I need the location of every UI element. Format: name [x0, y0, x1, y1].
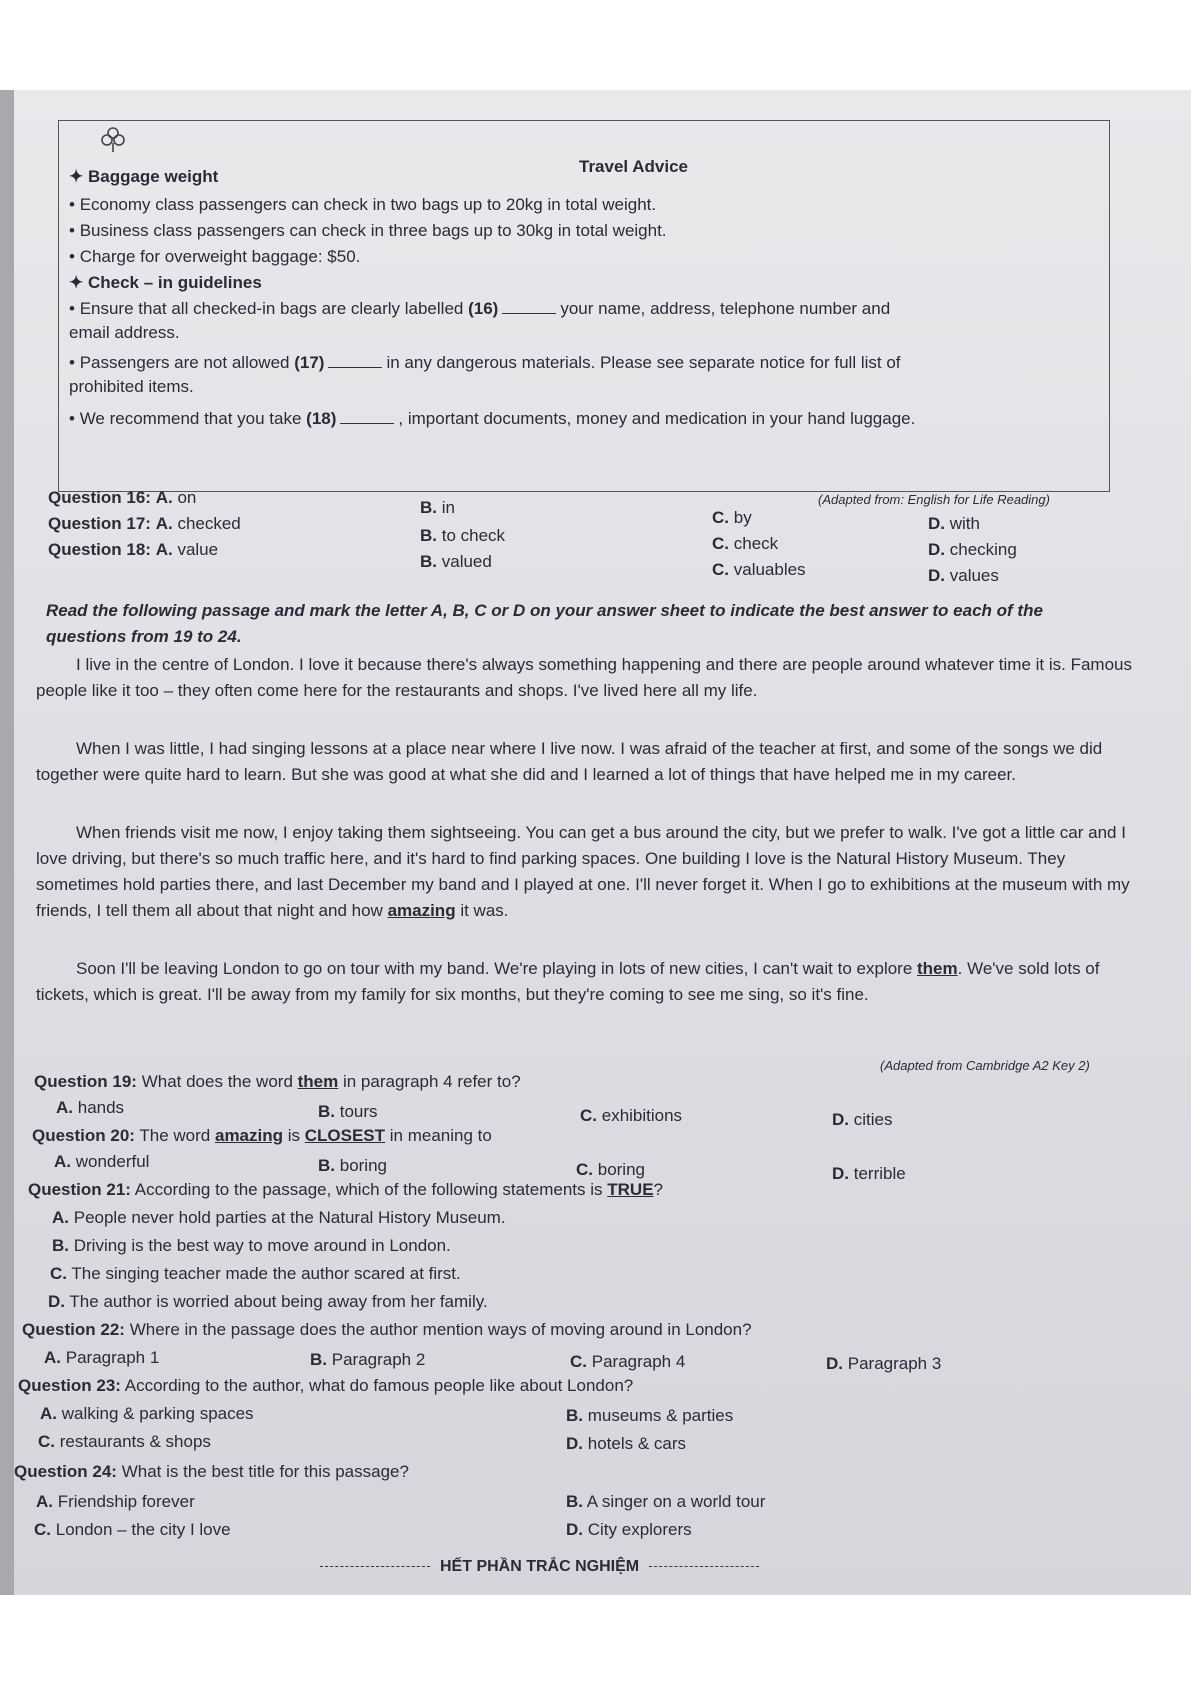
q19-option-a[interactable]: A. hands [56, 1098, 125, 1117]
passage-paragraph-3: When friends visit me now, I enjoy taking them sightseeing. You can get a bus around the city, but we prefer to walk. I've got a little car and I love driving, but there's so much traffic here, and it's hard to find parking spaces. One building I love is the Natural History Museum. They sometimes hold parties there, and last December my band and I played at one. I'll never forget it. When I go to exhibitions at the museum with my friends, I tell them all about that night and how amazing it was. [36, 823, 1130, 920]
q18-option-c[interactable]: C. valuables [712, 560, 806, 579]
q24-option-c[interactable]: C. London – the city I love [34, 1520, 231, 1539]
q24-option-a[interactable]: A. Friendship forever [36, 1492, 195, 1511]
q19-option-b[interactable]: B. tours [318, 1102, 378, 1121]
checkin-rule-17: • Passengers are not allowed (17) in any dangerous materials. Please see separate notice for full list of [69, 353, 901, 372]
q17-option-c[interactable]: C. check [712, 534, 779, 553]
q22-option-c[interactable]: C. Paragraph 4 [570, 1352, 686, 1371]
q22-option-d[interactable]: D. Paragraph 3 [826, 1354, 942, 1373]
reading-instruction: Read the following passage and mark the letter A, B, C or D on your answer sheet to indicate the best answer to each of the questions from 19 to 24. [46, 601, 1043, 646]
q16-option-b[interactable]: B. in [420, 498, 455, 517]
q21-option-b[interactable]: B. Driving is the best way to move around in London. [52, 1236, 451, 1255]
q20-option-d[interactable]: D. terrible [832, 1164, 906, 1183]
q20-option-b[interactable]: B. boring [318, 1156, 387, 1175]
section-heading-baggage: ✦ Baggage weight [69, 167, 219, 186]
q19-option-c[interactable]: C. exhibitions [580, 1106, 683, 1125]
exam-sheet [0, 90, 1191, 1595]
q23-option-b[interactable]: B. museums & parties [566, 1406, 734, 1425]
question-23: Question 23: According to the author, what do famous people like about London? [18, 1376, 634, 1395]
passage-paragraph-1: I live in the centre of London. I love it because there's always something happening and there are people around whatever time it is. Famous people like it too – they often come here for the restaurants and shops. I've lived here all my life. [36, 655, 1132, 700]
q21-option-a[interactable]: A. People never hold parties at the Natural History Museum. [52, 1208, 506, 1227]
baggage-rule-1: • Economy class passengers can check in two bags up to 20kg in total weight. [69, 195, 657, 214]
q23-option-c[interactable]: C. restaurants & shops [38, 1432, 211, 1451]
question-22: Question 22: Where in the passage does the author mention ways of moving around in London? [22, 1320, 752, 1339]
checkin-rule-16: • Ensure that all checked-in bags are clearly labelled (16) your name, address, telephone number and [69, 299, 891, 318]
checkin-rule-16-cont: email address. [69, 323, 180, 342]
flower-logo-icon [99, 125, 127, 153]
baggage-rule-2: • Business class passengers can check in three bags up to 30kg in total weight. [69, 221, 667, 240]
question-16: Question 16: A. on [48, 488, 197, 507]
advice-title: Travel Advice [579, 157, 688, 176]
q17-option-b[interactable]: B. to check [420, 526, 506, 545]
q16-option-d[interactable]: D. with [928, 514, 980, 533]
question-17: Question 17: A. checked [48, 514, 241, 533]
q23-option-a[interactable]: A. walking & parking spaces [40, 1404, 254, 1423]
baggage-rule-3: • Charge for overweight baggage: $50. [69, 247, 361, 266]
q24-option-d[interactable]: D. City explorers [566, 1520, 692, 1539]
checkin-rule-18: • We recommend that you take (18) , important documents, money and medication in your hand luggage. [69, 409, 916, 428]
q18-option-b[interactable]: B. valued [420, 552, 492, 571]
question-24: Question 24: What is the best title for this passage? [14, 1462, 409, 1481]
question-18: Question 18: A. value [48, 540, 219, 559]
section-heading-checkin: ✦ Check – in guidelines [69, 273, 262, 292]
question-20: Question 20: The word amazing is CLOSEST in meaning to [32, 1126, 492, 1145]
q17-option-d[interactable]: D. checking [928, 540, 1017, 559]
q22-option-a[interactable]: A. Paragraph 1 [44, 1348, 160, 1367]
q18-option-d[interactable]: D. values [928, 566, 999, 585]
q22-option-b[interactable]: B. Paragraph 2 [310, 1350, 426, 1369]
section-end-marker: HẾT PHẦN TRẮC NGHIỆM [310, 1558, 769, 1576]
q20-option-c[interactable]: C. boring [576, 1160, 645, 1179]
q24-option-b[interactable]: B. A singer on a world tour [566, 1492, 766, 1511]
passage-source: (Adapted from Cambridge A2 Key 2) [880, 1058, 1090, 1073]
question-21: Question 21: According to the passage, which of the following statements is TRUE? [28, 1180, 663, 1199]
passage-paragraph-2: When I was little, I had singing lessons at a place near where I live now. I was afraid of the teacher at first, and some of the songs we did together were quite hard to learn. But she was good at what she did and I learned a lot of things that have helped me in my career. [36, 739, 1103, 784]
q20-option-a[interactable]: A. wonderful [54, 1152, 150, 1171]
q19-option-d[interactable]: D. cities [832, 1110, 893, 1129]
q21-option-c[interactable]: C. The singing teacher made the author scared at first. [50, 1264, 461, 1283]
question-19: Question 19: What does the word them in paragraph 4 refer to? [34, 1072, 521, 1091]
q23-option-d[interactable]: D. hotels & cars [566, 1434, 686, 1453]
q21-option-d[interactable]: D. The author is worried about being away from her family. [48, 1292, 488, 1311]
advice-source: (Adapted from: English for Life Reading) [818, 492, 1050, 507]
q16-option-c[interactable]: C. by [712, 508, 752, 527]
passage-paragraph-4: Soon I'll be leaving London to go on tour with my band. We're playing in lots of new cities, I can't wait to explore them. We've sold lots of tickets, which is great. I'll be away from my family for six months, but they're coming to see me sing, so it's fine. [36, 959, 1100, 1004]
checkin-rule-17-cont: prohibited items. [69, 377, 194, 396]
travel-advice-box [58, 120, 1110, 492]
page-edge-shadow [0, 90, 14, 1595]
